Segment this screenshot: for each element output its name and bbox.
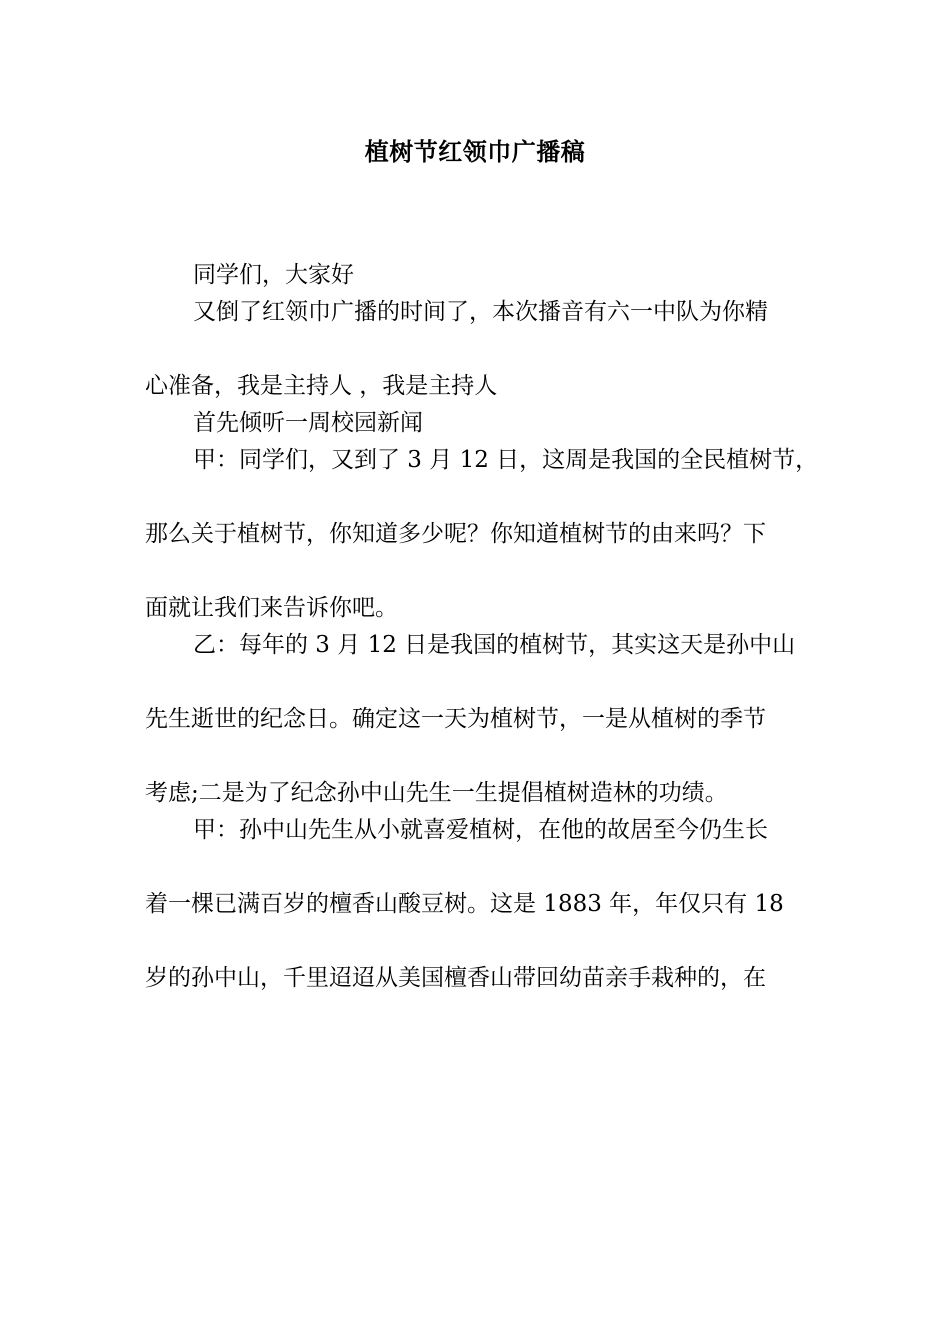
document-body <box>145 257 819 997</box>
paragraph-line: 首先倾听一周校园新闻 <box>193 410 423 436</box>
paragraph-speaker-a-2 <box>145 812 810 997</box>
paragraph-line: 同学们，大家好 <box>193 262 354 288</box>
paragraph-line: 面就让我们来告诉你吧。 <box>145 595 398 621</box>
paragraph-line: 先生逝世的纪念日。确定这一天为植树节，一是从植树的季节 <box>145 706 766 732</box>
paragraph-news <box>145 405 810 442</box>
paragraph-line: 着一棵已满百岁的檀香山酸豆树。这是 1883 年，年仅只有 18 <box>145 891 784 917</box>
paragraph-line: 考虑;二是为了纪念孙中山先生一生提倡植树造林的功绩。 <box>145 780 728 806</box>
paragraph-speaker-b-1 <box>145 627 810 812</box>
paragraph-intro <box>145 294 810 405</box>
document-title: 植树节红领巾广播稿 <box>364 137 586 166</box>
paragraph-line: 甲：孙中山先生从小就喜爱植树，在他的故居至今仍生长 <box>193 817 768 843</box>
paragraph-line: 甲：同学们，又到了 3 月 12 日，这周是我国的全民植树节， <box>193 447 819 473</box>
paragraph-speaker-a-1 <box>145 442 819 627</box>
paragraph-line: 岁的孙中山，千里迢迢从美国檀香山带回幼苗亲手栽种的，在 <box>145 965 766 991</box>
paragraph-line: 那么关于植树节，你知道多少呢？你知道植树节的由来吗？下 <box>145 521 766 547</box>
paragraph-line: 又倒了红领巾广播的时间了，本次播音有六一中队为你精 <box>193 299 768 325</box>
paragraph-line: 心准备，我是主持人 ，我是主持人 <box>145 373 498 399</box>
paragraph-line: 乙：每年的 3 月 12 日是我国的植树节，其实这天是孙中山 <box>193 632 796 658</box>
paragraph-greeting <box>145 257 810 294</box>
